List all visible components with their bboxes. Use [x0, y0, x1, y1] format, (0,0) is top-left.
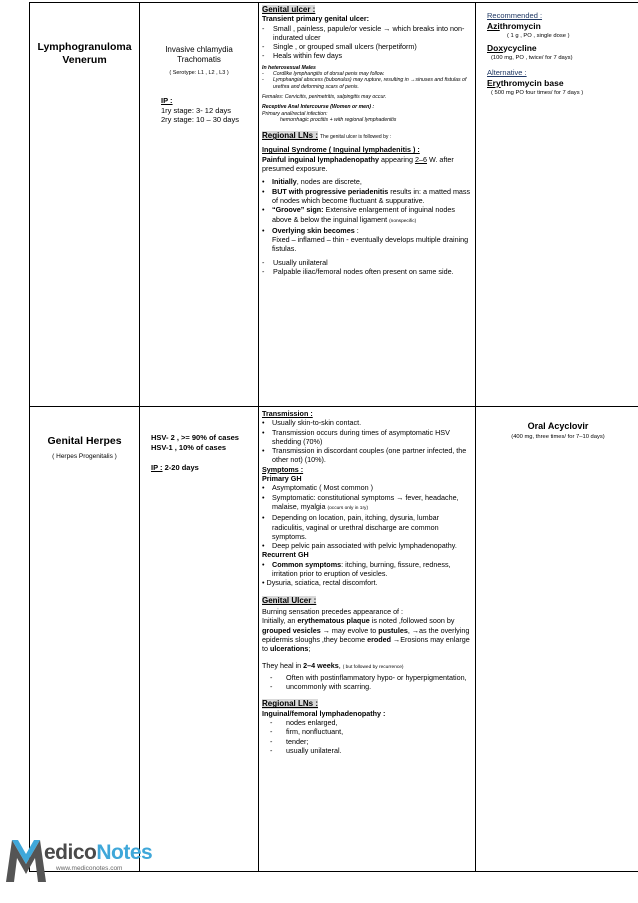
list-item: - nodes enlarged,	[270, 717, 338, 727]
symptoms-title: Symptoms :	[262, 464, 304, 474]
std-table	[29, 2, 638, 872]
list-item: - uncommonly with scarring.	[270, 682, 372, 692]
cause-lgv: Invasive chlamydia Trachomatis	[165, 45, 233, 64]
ip-lgv: IP : 1ry stage: 3- 12 days 2ry stage: 10 – 30 days	[161, 96, 239, 124]
list-item: • Dysuria, sciatica, rectal discomfort.	[262, 578, 378, 588]
dose-doxycycline: (100 mg, PO , twice/ for 7 days)	[491, 55, 573, 61]
ip-herpes: IP : 2-20 days	[151, 463, 199, 472]
cause-cell-lgv	[140, 3, 259, 407]
list-item: • Initially, nodes are discrete,	[262, 177, 362, 187]
alternative-label: Alternative :	[487, 68, 527, 77]
receptive-title: Receptive Anal Intercourse (Women or men) :	[262, 104, 375, 111]
list-item: • “Groove” sign: Extensive enlargement of inguinal nodes above & below the inguinal ligament (nonspecific)	[262, 205, 455, 224]
receptive-line: hemorrhagic proctitis + with regional lymphadenitis	[280, 116, 397, 123]
drug-azithromycin: Azithromycin	[487, 21, 541, 31]
mediconotes-logo	[4, 826, 154, 886]
list-item: • Transmission occurs during times of asymptomatic HSV shedding (70%)	[262, 427, 450, 446]
hetero-title: In heterosexual Males	[262, 64, 316, 71]
drug-erythromycin: Erythromycin base	[487, 78, 564, 88]
list-item: - Palpable iliac/femoral nodes often present on same side.	[262, 267, 454, 277]
list-item: • Symptomatic: constitutional symptoms → fever, headache, malaise, myalgia (occurs only in 1ry)	[262, 492, 459, 511]
ln-header-row: Regional LNs : The genital ulcer is followed by :	[262, 131, 392, 141]
serotype-lgv: ( Serotype: L1 , L2 , L3 )	[169, 70, 229, 76]
treatment-cell-lgv	[476, 3, 638, 407]
list-item: • Usually skin-to-skin contact.	[262, 418, 362, 428]
dose-acyclovir: (400 mg, three times/ for 7–10 days)	[511, 434, 605, 440]
transmission-title: Transmission :	[262, 409, 313, 418]
dose-azithromycin: ( 1 g , PO , single dose )	[507, 33, 570, 39]
list-item: - firm, nonfluctuant,	[270, 727, 344, 737]
receptive-line: Primary anal/rectal infection:	[262, 110, 328, 117]
recommended-label: Recommended :	[487, 11, 543, 20]
list-item: - Usually unilateral	[262, 257, 328, 267]
females-note: Females: Cervicitis, perimetritis, salpingitis may occur.	[262, 93, 387, 100]
disease-name-herpes: Genital Herpes ( Herpes Progenitalis )	[30, 407, 140, 872]
list-item: • BUT with progressive periadenitis results in: a matted mass of nodes which become fluctuant & suppurative.	[262, 186, 471, 205]
logo-m-icon	[4, 834, 48, 884]
recurrent-gh: Recurrent GH	[262, 550, 309, 560]
drug-acyclovir: Oral Acyclovir	[527, 421, 589, 431]
list-item: - Small , painless, papule/or vesicle → which breaks into non-indurated ulcer	[262, 23, 465, 42]
list-item: • Transmission in discordant couples (one partner infected, the other not) (10%).	[262, 446, 467, 465]
drug-doxycycline: Doxycycline	[487, 43, 537, 53]
cause-cell-herpes	[140, 407, 259, 872]
list-item: - Lymphangial abscess (bubonulus) may rupture, resulting in →sinuses and fistulas of urethra and deforming scars of penis.	[262, 77, 467, 90]
section-header: Genital Ulcer :	[262, 595, 317, 605]
treatment-cell-herpes	[476, 407, 638, 872]
clinical-cell-herpes	[259, 407, 476, 872]
list-item: - usually unilateral.	[270, 745, 342, 755]
heal-line: They heal in 2–4 weeks, ( but followed by recurrence)	[262, 661, 404, 671]
primary-gh: Primary GH	[262, 474, 302, 484]
ln-title-herpes: Inguinal/femoral lymphadenopathy :	[262, 708, 386, 718]
hsv2-share: HSV- 2 , >= 90% of cases	[151, 433, 239, 442]
list-item: • Common symptoms: itching, burning, fissure, redness, irritation prior to eruption of vesicles.	[262, 559, 451, 579]
ln-painful: Painful inguinal lymphadenopathy appearing 2–6 W. after presumed exposure.	[262, 154, 454, 174]
list-item: • Deep pelvic pain associated with pelvic lymphadenopathy.	[262, 541, 457, 551]
table-row-lgv	[30, 3, 638, 407]
list-item: • Overlying skin becomes : Fixed – inflamed – thin - eventually develops multiple draining fistulas.	[262, 225, 469, 254]
list-item: - Single , or grouped small ulcers (herpetiform)	[262, 42, 417, 52]
ulcer-paragraph: Initially, an erythematous plaque is noted ,followed soon by grouped vesicles → may evolve to pustules, →as the overlying epidermis sloughs ,they become eroded →Erosions may enlarge to ulcerations;	[262, 616, 470, 654]
ln-syndrome: Inguinal Syndrome ( Inguinal lymphadenitis ) :	[262, 145, 420, 155]
section-header: Genital ulcer :	[262, 5, 316, 14]
list-item: - Cordlike lymphangitis of dorsal penis may follow.	[262, 71, 385, 78]
list-item: • Depending on location, pain, itching, dysuria, lumbar radiculitis, vaginal or urethral discharge are common symptoms.	[262, 513, 440, 541]
list-item: - Often with postinflammatory hypo- or hyperpigmentation,	[270, 672, 467, 682]
section-header: Regional LNs :	[262, 699, 319, 709]
ulcer-line: Burning sensation precedes appearance of :	[262, 606, 404, 616]
hsv1-share: HSV-1 , 10% of cases	[151, 443, 227, 452]
table-row-herpes	[30, 407, 638, 872]
list-item: - tender;	[270, 736, 309, 746]
list-item: - Heals within few days	[262, 51, 343, 61]
dose-erythromycin: ( 500 mg PO four times/ for 7 days )	[491, 90, 584, 96]
clinical-cell-lgv	[259, 3, 476, 407]
logo-text: edicoNotes	[44, 841, 153, 864]
logo-url: www.mediconotes.com	[56, 865, 123, 872]
list-item: • Asymptomatic ( Most common )	[262, 483, 374, 493]
disease-name-lgv: Lymphogranuloma Venerum	[30, 3, 140, 407]
ulcer-title: Transient primary genital ulcer:	[262, 14, 370, 24]
